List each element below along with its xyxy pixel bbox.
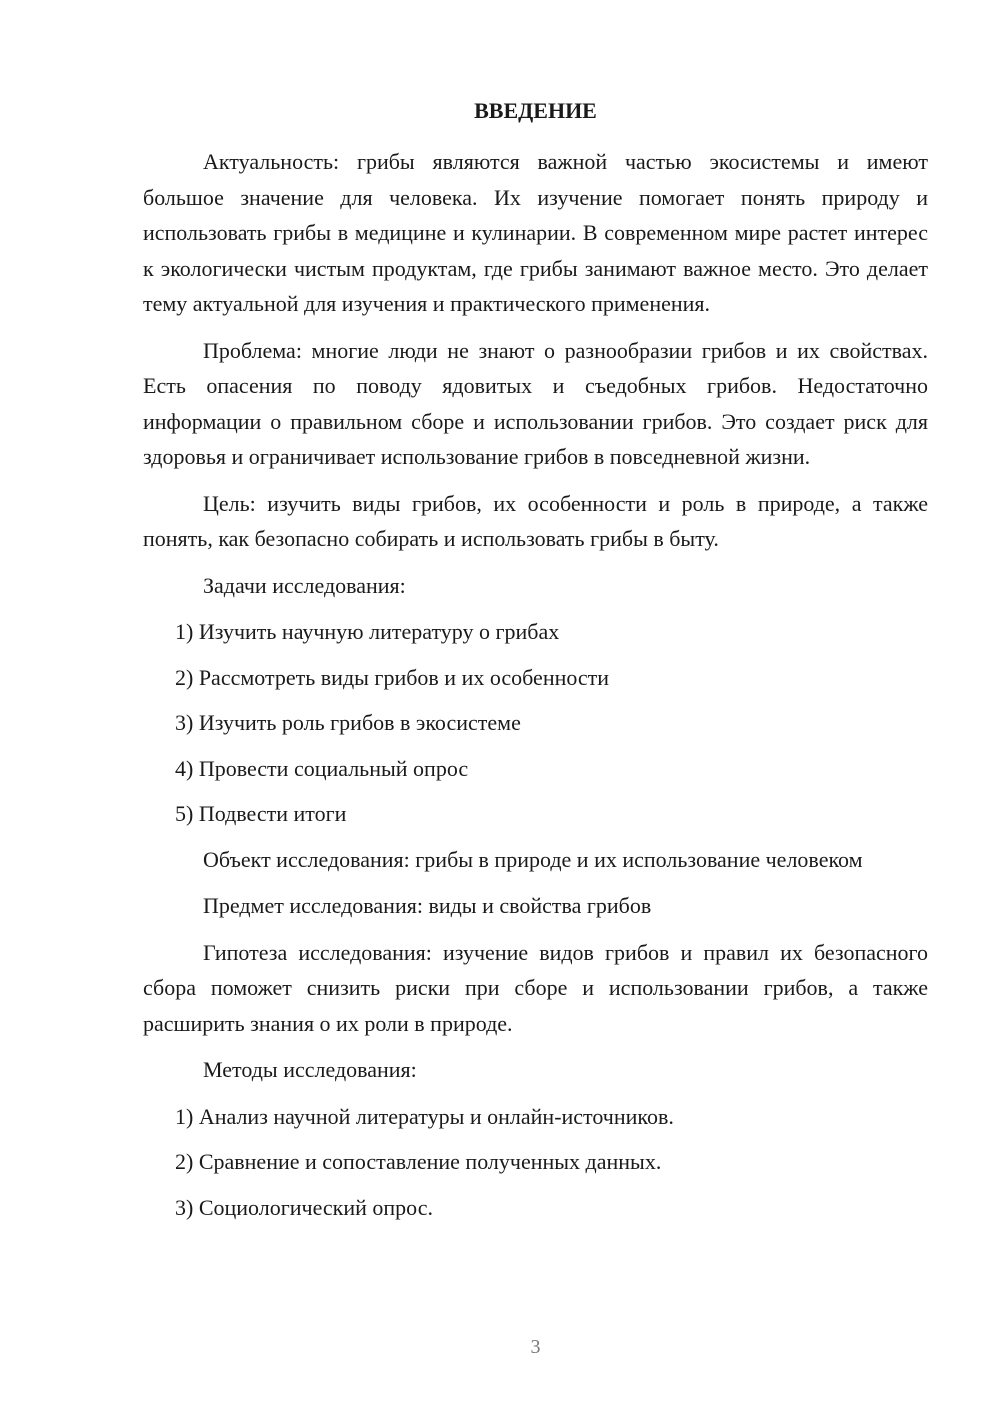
paragraph-relevance: Актуальность: грибы являются важной частью экосистемы и имеют большое значение для человека. Их изучение помогает понять природу и использовать грибы в медицине и кулинарии. В современном мире растет интерес к экологически чистым продуктам, где грибы занимают важное место. Это делает тему актуальной для изучения и практического применения.: [143, 149, 928, 316]
paragraph-object: Объект исследования: грибы в природе и их использование человеком: [203, 846, 863, 872]
paragraph-goal: Цель: изучить виды грибов, их особенности и роль в природе, а также понять, как безопасно собирать и использовать грибы в быту.: [143, 490, 928, 551]
list-item: 4) Провести социальный опрос: [175, 755, 469, 781]
paragraph-hypothesis: Гипотеза исследования: изучение видов грибов и правил их безопасного сбора поможет снизить риски при сборе и использовании грибов, а также расширить знания о их роли в природе.: [143, 939, 928, 1036]
list-item: 3) Изучить роль грибов в экосистеме: [175, 710, 521, 735]
list-item: 1) Анализ научной литературы и онлайн-источников.: [175, 1103, 674, 1129]
list-item: 5) Подвести итоги: [175, 801, 347, 826]
paragraph-problem: Проблема: многие люди не знают о разнообразии грибов и их свойствах. Есть опасения по поводу ядовитых и съедобных грибов. Недостаточно информации о правильном сборе и использовании грибов. Это создает риск для здоровья и ограничивает использование грибов в повседневной жизни.: [143, 337, 928, 469]
paragraph-subject: Предмет исследования: виды и свойства грибов: [203, 893, 652, 918]
list-item: 2) Сравнение и сопоставление полученных данных.: [175, 1149, 662, 1174]
methods-list: [143, 1099, 928, 1226]
list-item: 1) Изучить научную литературу о грибах: [175, 619, 560, 644]
methods-heading: Методы исследования:: [203, 1057, 417, 1082]
document-body: [143, 144, 928, 1235]
tasks-list: [143, 614, 928, 832]
tasks-heading: Задачи исследования:: [203, 572, 406, 598]
page-title: ВВЕДЕНИЕ: [474, 98, 597, 123]
list-item: 2) Рассмотреть виды грибов и их особенности: [175, 664, 610, 690]
list-item: 3) Социологический опрос.: [175, 1194, 433, 1220]
page-number: 3: [530, 1336, 541, 1358]
